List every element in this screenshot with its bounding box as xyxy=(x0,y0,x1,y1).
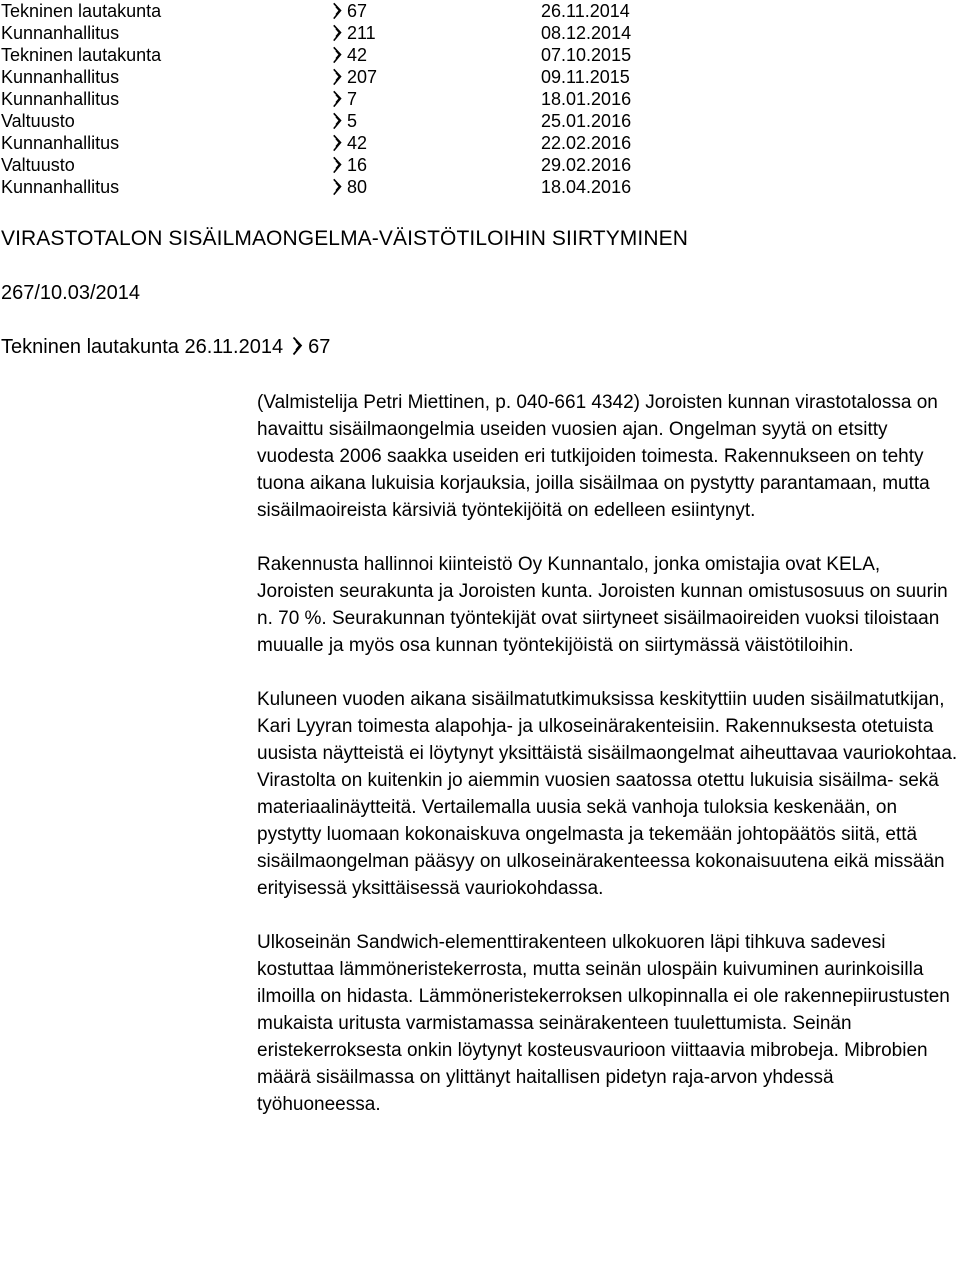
history-number: 42 xyxy=(347,133,368,153)
history-number: 7 xyxy=(347,89,358,109)
history-body: Tekninen lautakunta xyxy=(1,1,162,21)
section-sign-icon xyxy=(327,2,345,20)
history-date: 18.04.2016 xyxy=(541,177,632,197)
history-row xyxy=(0,22,960,44)
section-sign-icon xyxy=(327,112,345,130)
meeting-reference xyxy=(1,334,330,360)
history-body: Kunnanhallitus xyxy=(1,89,120,109)
history-row xyxy=(0,132,960,154)
history-date: 08.12.2014 xyxy=(541,23,632,43)
section-sign-icon xyxy=(327,178,345,196)
history-row xyxy=(0,88,960,110)
paragraph: Rakennusta hallinnoi kiinteistö Oy Kunnantalo, jonka omistajia ovat KELA, Joroisten seurakunta ja Joroisten kunta. Joroisten kunnan omistusosuus on suurin n. 70 %. Seurakunnan työntekijät ovat siirtyneet sisäilmaoireiden vuoksi tiloistaan muualle ja myös osa kunnan työntekijöistä on siirtymässä väistötiloihin. xyxy=(257,554,948,656)
history-date: 26.11.2014 xyxy=(541,1,630,21)
paragraph: (Valmistelija Petri Miettinen, p. 040-661 4342) Joroisten kunnan virastotalossa on havaittu sisäilmaongelmia useiden vuosien ajan. Ongelman syytä on etsitty vuodesta 2006 saakka useiden eri tutkijoiden toimesta. Rakennukseen on tehty tuona aikana lukuisia korjauksia, joilla sisäilmaa on pystytty parantamaan, mutta sisäilmaoireista kärsiviä työntekijöitä on edelleen esiintynyt. xyxy=(257,392,938,521)
history-date: 22.02.2016 xyxy=(541,133,632,153)
history-body: Kunnanhallitus xyxy=(1,133,120,153)
history-row xyxy=(0,66,960,88)
section-sign-icon xyxy=(327,24,345,42)
case-code: 267/10.03/2014 xyxy=(1,282,141,304)
section-sign-icon xyxy=(327,90,345,108)
case-body xyxy=(257,389,960,1118)
history-body: Kunnanhallitus xyxy=(1,23,120,43)
history-date: 25.01.2016 xyxy=(541,111,632,131)
history-date: 18.01.2016 xyxy=(541,89,632,109)
history-number: 5 xyxy=(347,111,358,131)
section-sign-icon xyxy=(327,134,345,152)
history-body: Kunnanhallitus xyxy=(1,177,120,197)
meeting-history-table xyxy=(0,0,960,198)
history-number: 80 xyxy=(347,177,368,197)
paragraph: Ulkoseinän Sandwich-elementtirakenteen ulkokuoren läpi tihkuva sadevesi kostuttaa lämmöneristekerrosta, mutta seinän ulospäin kuivuminen aurinkoisilla ilmoilla on hidasta. Lämmöneristekerroksen ulkopinnalla ei ole rakennepiirustusten mukaista uritusta varmistamassa seinärakenteen tuulettumista. Seinän eristekerroksesta onkin löytynyt kosteusvaurioon viittaavia mibrobeja. Mibrobien määrä sisäilmassa on ylittänyt haitallisen pidetyn raja-arvon yhdessä työhuoneessa. xyxy=(257,932,950,1115)
history-date: 07.10.2015 xyxy=(541,45,632,65)
history-row xyxy=(0,176,960,198)
history-date: 29.02.2016 xyxy=(541,155,632,175)
history-number: 67 xyxy=(347,1,368,21)
history-body: Kunnanhallitus xyxy=(1,67,120,87)
meeting-label: Tekninen lautakunta 26.11.2014 xyxy=(1,336,284,358)
history-row xyxy=(0,154,960,176)
section-sign-icon xyxy=(327,68,345,86)
meeting-number: 67 xyxy=(308,336,331,358)
history-number: 16 xyxy=(347,155,368,175)
case-heading: VIRASTOTALON SISÄILMAONGELMA-VÄISTÖTILOIHIN SIIRTYMINEN xyxy=(1,227,688,250)
history-body: Valtuusto xyxy=(1,155,75,175)
history-row xyxy=(0,0,960,22)
section-sign-icon xyxy=(287,336,305,356)
history-number: 42 xyxy=(347,45,368,65)
history-row xyxy=(0,44,960,66)
section-sign-icon xyxy=(327,156,345,174)
history-number: 207 xyxy=(347,67,378,87)
history-body: Tekninen lautakunta xyxy=(1,45,162,65)
history-number: 211 xyxy=(347,23,376,43)
history-date: 09.11.2015 xyxy=(541,67,630,87)
history-row xyxy=(0,110,960,132)
history-body: Valtuusto xyxy=(1,111,75,131)
paragraph: Kuluneen vuoden aikana sisäilmatutkimuksissa keskityttiin uuden sisäilmatutkijan, Kari Lyyran toimesta alapohja- ja ulkoseinärakenteisiin. Rakennuksesta otetuista uusista näytteistä ei löytynyt yksittäistä sisäilmaongelmat aiheuttavaa vauriokohtaa. Virastolta on kuitenkin jo aiemmin vuosien saatossa otettu lukuisia sisäilma- sekä materiaalinäytteitä. Vertailemalla uusia sekä vanhoja tuloksia keskenään, on pystytty luomaan kokonaiskuva ongelmasta ja tekemään johtopäätös siitä, että sisäilmaongelman pääsyy on ulkoseinärakenteessa kokonaisuutena eikä missään erityisessä yksittäisessä vauriokohdassa. xyxy=(257,689,958,899)
section-sign-icon xyxy=(327,46,345,64)
